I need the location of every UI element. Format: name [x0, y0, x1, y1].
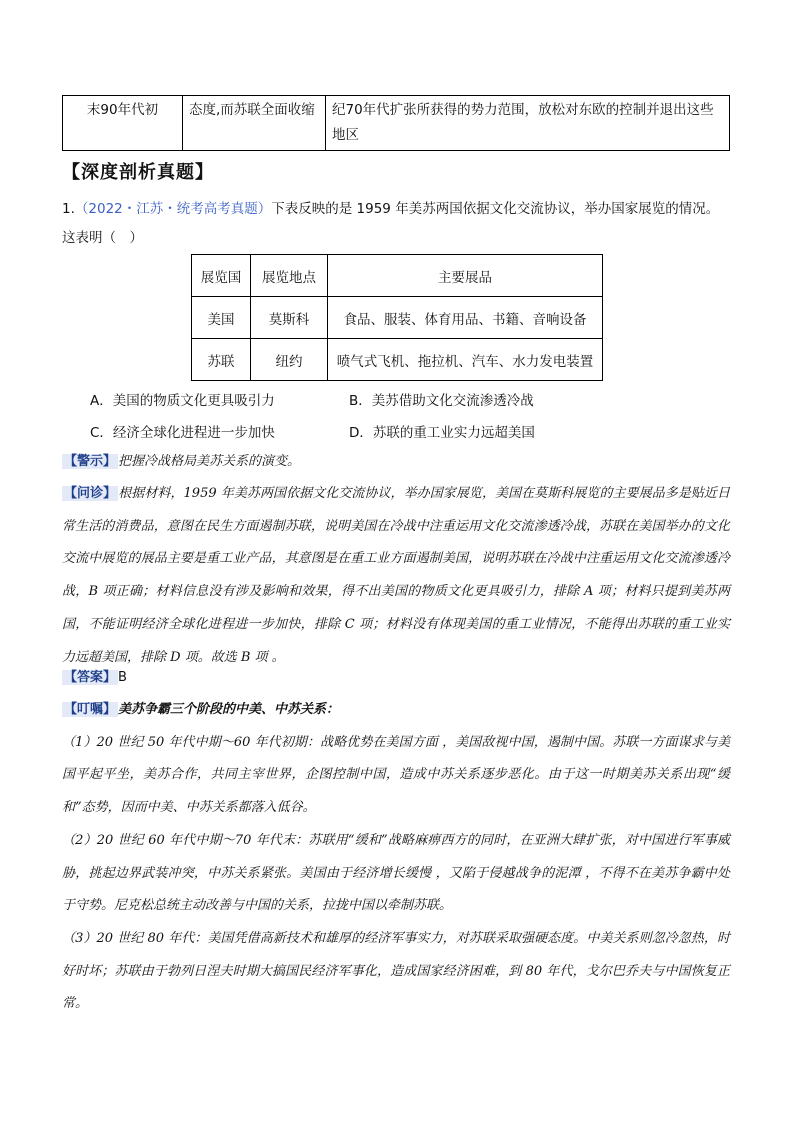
option-c: C．经济全球化进程进一步加快 — [90, 425, 275, 441]
section-title: 【深度剖析真题】 — [62, 162, 214, 183]
warning-text: 把握冷战格局美苏关系的演变。 — [118, 454, 301, 469]
analysis-text: 根据材料，1959 年美苏两国依据文化交流协议，举办国家展览，美国在莫斯科展览的主要展品多是贴近日常生活的消费品，意图在民生方面遏制苏联，说明美国在冷战中注重运用文化交流渗透冷战，苏联在美国举办的文化交流中展览的展品主要是重工业产品，其意图是在重工业方面遏制美国，说明苏联在冷战中注重运用文化交流渗透冷战，B 项正确；材料信息没有涉及影响和效果，得不出美国的物质文化更具吸引力，排除 A 项；材料只提到美苏两国，不能证明经济全球化进程进一步加快，排除 C 项；材料没有体现美国的重工业情况，不能得出苏联的重工业实力远超美国，排除 D 项。故选 B 项 。 — [62, 486, 730, 665]
reminder-item: （2）20 世纪 60 年代中期～70 年代末：苏联用“缓和”战略麻痹西方的同时，在亚洲大肆扩张，对中国进行军事威胁，挑起边界武装冲突，中苏关系紧张。美国由于经济增长缓慢 ，又陷于侵越战争的泥潭 ，不得不在美苏争霸中处于守势。尼克松总统主动改善与中国的关系，拉拢中国以牵制苏联。 — [62, 832, 730, 914]
cell-location: 纽约 — [251, 339, 328, 381]
continuation-table — [62, 95, 730, 151]
option-a: A．美国的物质文化更具吸引力 — [90, 393, 275, 409]
reminder-label: 【叮嘱】 — [64, 702, 117, 717]
question-source: （2022・江苏・统考高考真题） — [74, 201, 272, 217]
answer-value: B — [118, 670, 127, 685]
cell-exhibits: 食品、服装、体育用品、书籍、音响设备 — [328, 297, 603, 339]
period-cell: 末90年代初 — [63, 96, 183, 151]
cell-country: 美国 — [192, 297, 251, 339]
header-country: 展览国 — [192, 255, 251, 297]
warning-label: 【警示】 — [64, 454, 117, 469]
attitude-cell: 态度,而苏联全面收缩 — [183, 96, 326, 151]
option-d: D．苏联的重工业实力远超美国 — [349, 425, 535, 441]
table-header-row — [192, 255, 603, 297]
question-stem-line-2: 这表明（ ） — [62, 230, 143, 246]
answer-block — [62, 662, 730, 695]
warning-block — [62, 446, 730, 479]
cell-exhibits: 喷气式飞机、拖拉机、汽车、水力发电装置 — [328, 339, 603, 381]
description-cell: 纪70年代扩张所获得的势力范围，放松对东欧的控制并退出这些地区 — [326, 96, 730, 151]
question-stem-line-1 — [62, 197, 719, 221]
reminder-item: （3）20 世纪 80 年代：美国凭借高新技术和雄厚的经济军事实力，对苏联采取强硬态度。中美关系则忽冷忽热，时好时坏；苏联由于勃列日涅夫时期大搞国民经济军事化，造成国家经济困难，到 80 年代，戈尔巴乔夫与中国恢复正常。 — [62, 930, 730, 1012]
table-row — [63, 96, 730, 151]
header-location: 展览地点 — [251, 255, 328, 297]
exhibit-table — [191, 254, 603, 381]
analysis-block — [62, 478, 730, 674]
reminder-lead: 美苏争霸三个阶段的中美、中苏关系： — [118, 702, 340, 717]
table-row — [192, 339, 603, 381]
option-b: B．美苏借助文化交流渗透冷战 — [349, 393, 534, 409]
reminder-item: （1）20 世纪 50 年代中期～60 年代初期：战略优势在美国方面 ，美国敌视中国，遏制中国。苏联一方面谋求与美国平起平坐，美苏合作，共同主宰世界，企图控制中国，造成中苏关系逐步恶化。由于这一时期美苏关系出现“缓和”态势，因而中美、中苏关系都落入低谷。 — [62, 734, 730, 816]
cell-location: 莫斯科 — [251, 297, 328, 339]
answer-label: 【答案】 — [64, 670, 117, 685]
analysis-label: 【问诊】 — [64, 486, 117, 501]
question-number: 1. — [62, 201, 75, 217]
cell-country: 苏联 — [192, 339, 251, 381]
table-row — [192, 297, 603, 339]
reminder-block — [62, 694, 730, 1021]
header-exhibits: 主要展品 — [328, 255, 603, 297]
question-stem: 下表反映的是 1959 年美苏两国依据文化交流协议，举办国家展览的情况。 — [271, 201, 720, 217]
